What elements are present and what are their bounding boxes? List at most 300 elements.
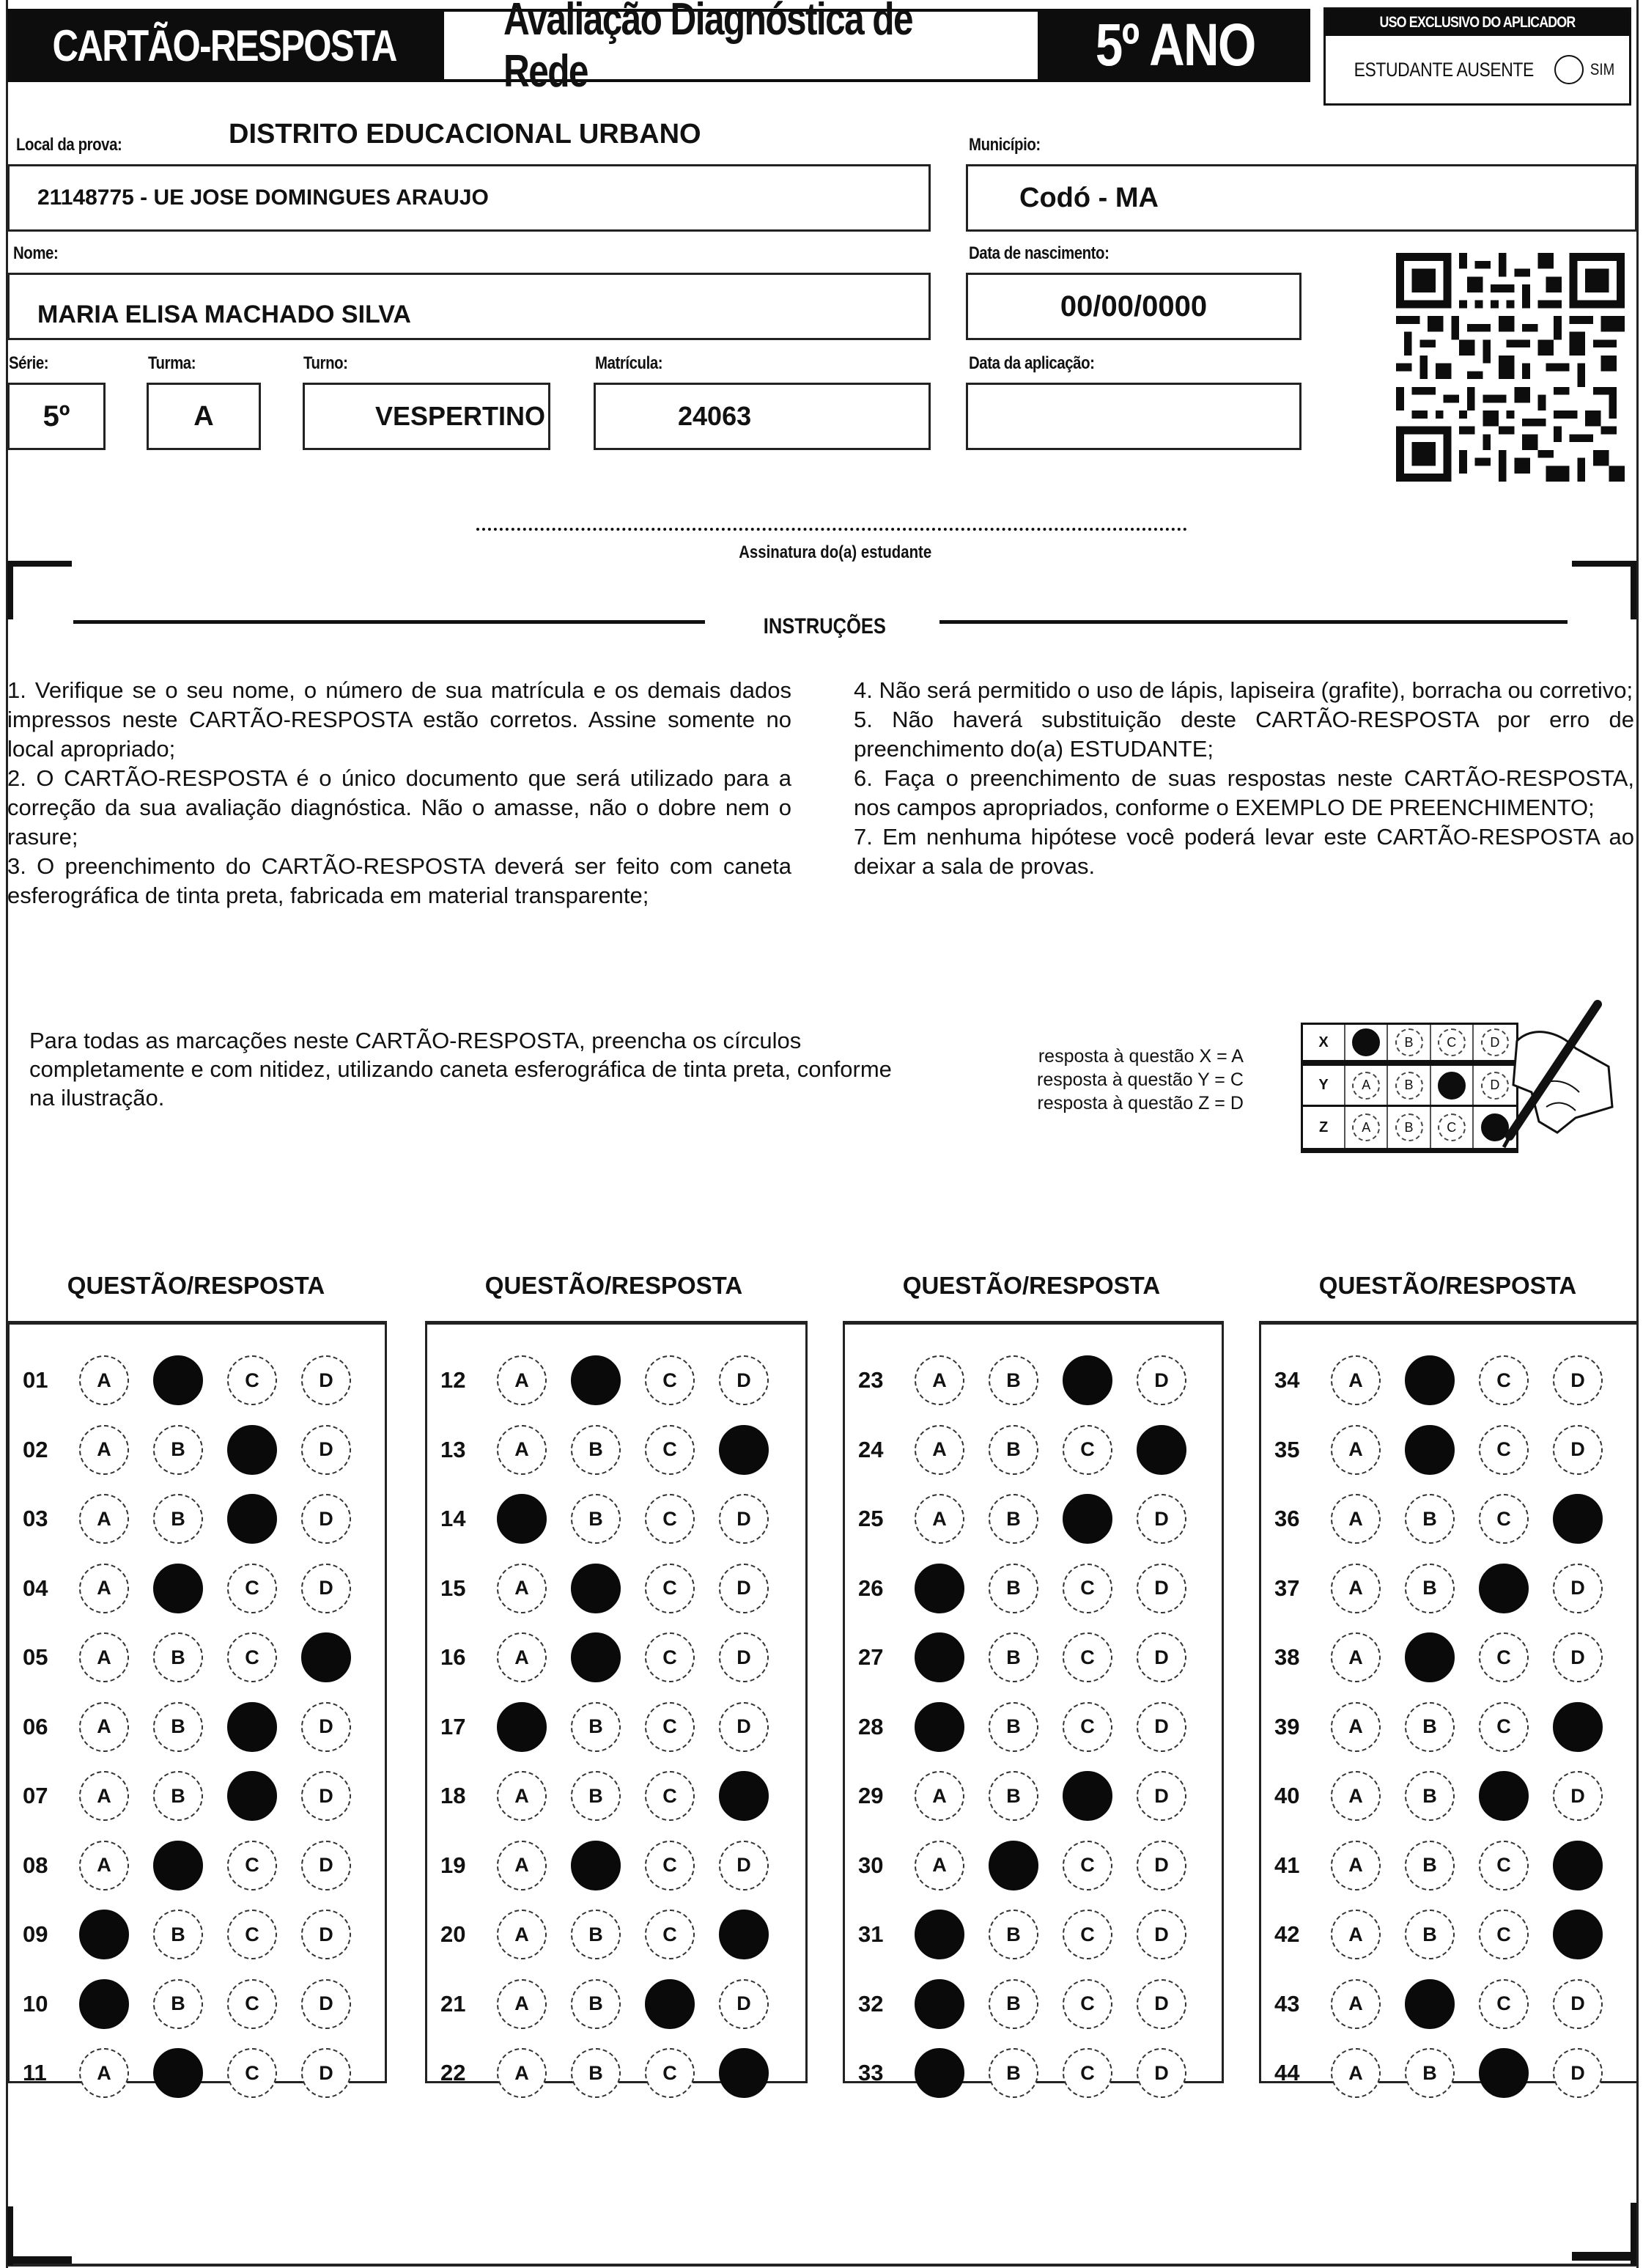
answer-bubble-filled[interactable] (571, 1564, 621, 1613)
answer-row (427, 1628, 805, 1687)
corner-mark-bottom-right (1572, 2252, 1636, 2261)
answer-bubble-filled[interactable] (1553, 1910, 1603, 1959)
answer-bubble[interactable]: B (989, 1355, 1038, 1405)
answer-bubble-filled[interactable] (1137, 1425, 1186, 1475)
answer-bubble-filled[interactable] (989, 1841, 1038, 1890)
turma-label (148, 353, 204, 374)
answer-bubble[interactable]: B (989, 1564, 1038, 1613)
example-cell (1345, 1025, 1388, 1060)
answer-bubble[interactable]: C (1479, 1702, 1529, 1752)
answer-bubble-filled[interactable] (719, 1771, 769, 1821)
answer-bubble[interactable]: B (1405, 1564, 1455, 1613)
aplicacao-field (966, 383, 1302, 450)
answer-bubble[interactable]: D (1553, 1771, 1603, 1821)
answer-bubble[interactable]: C (1063, 1841, 1112, 1890)
instructions-right-column (854, 676, 1634, 881)
answer-bubble-filled[interactable] (301, 1632, 351, 1682)
answer-bubble[interactable]: D (1553, 2048, 1603, 2098)
exam-title-text: Avaliação Diagnóstica de Rede (503, 0, 912, 97)
question-number: 09 (23, 1921, 48, 1947)
example-bubble: C (1438, 1028, 1466, 1056)
answer-bubble[interactable]: A (1331, 1841, 1381, 1890)
question-number: 26 (858, 1575, 884, 1601)
answer-bubble[interactable]: C (1063, 1632, 1112, 1682)
answer-bubble-filled[interactable] (1405, 1425, 1455, 1475)
answer-bubble-filled[interactable] (571, 1841, 621, 1890)
answer-row (845, 1905, 1222, 1964)
answer-bubble[interactable]: A (497, 1355, 547, 1405)
answer-bubble[interactable]: D (1137, 1771, 1186, 1821)
answer-column-3 (843, 1321, 1224, 2083)
answer-row (845, 1698, 1222, 1756)
answer-bubble[interactable]: D (719, 1632, 769, 1682)
turno-field (303, 383, 550, 450)
answer-bubble[interactable]: D (1553, 1355, 1603, 1405)
question-number: 37 (1274, 1575, 1300, 1601)
answer-bubble-filled[interactable] (915, 1632, 964, 1682)
answer-bubble[interactable]: D (301, 1702, 351, 1752)
answer-bubble[interactable]: A (915, 1841, 964, 1890)
answer-bubble[interactable]: B (989, 1771, 1038, 1821)
answer-bubble-filled[interactable] (79, 1910, 129, 1959)
school-field (7, 164, 931, 232)
example-cell (1388, 1025, 1430, 1060)
answer-bubble[interactable]: B (153, 1425, 203, 1475)
answer-bubble[interactable]: C (1063, 1910, 1112, 1959)
example-row (1303, 1066, 1516, 1107)
signature-label (704, 542, 967, 563)
answer-bubble-filled[interactable] (719, 1425, 769, 1475)
answer-bubble[interactable]: B (989, 1494, 1038, 1544)
question-number: 29 (858, 1783, 884, 1808)
answer-row (10, 2044, 385, 2102)
example-bubble: B (1395, 1028, 1423, 1056)
answer-bubble[interactable]: C (227, 1841, 277, 1890)
answer-bubble-filled[interactable] (1063, 1355, 1112, 1405)
instructions-title (725, 614, 923, 639)
answer-bubble[interactable]: B (989, 1425, 1038, 1475)
example-row (1303, 1107, 1516, 1148)
answer-bubble[interactable]: A (915, 1771, 964, 1821)
answer-bubble[interactable]: C (645, 1702, 695, 1752)
answer-bubble[interactable]: B (571, 1979, 621, 2029)
answer-bubble[interactable]: D (301, 1910, 351, 1959)
answer-row (10, 1905, 385, 1964)
signature-label-text: Assinatura do(a) estudante (739, 542, 932, 562)
answer-bubble[interactable]: D (719, 1841, 769, 1890)
answer-bubble[interactable]: C (645, 1841, 695, 1890)
hand-with-pen-icon (1488, 997, 1620, 1158)
answer-row (427, 1698, 805, 1756)
answer-bubble[interactable]: D (1137, 1910, 1186, 1959)
answer-bubble[interactable]: B (571, 1910, 621, 1959)
answer-bubble-filled[interactable] (915, 1564, 964, 1613)
nascimento-value: 00/00/0000 (1060, 290, 1208, 323)
answer-bubble[interactable]: C (227, 1979, 277, 2029)
answer-bubble[interactable]: B (571, 2048, 621, 2098)
question-number: 40 (1274, 1783, 1300, 1808)
answer-bubble[interactable]: D (1137, 1702, 1186, 1752)
answer-bubble[interactable]: B (1405, 1702, 1455, 1752)
answer-bubble[interactable]: C (227, 2048, 277, 2098)
answer-bubble-filled[interactable] (719, 2048, 769, 2098)
answer-bubble[interactable]: A (497, 1425, 547, 1475)
nome-label-text: Nome: (13, 243, 59, 263)
question-number: 25 (858, 1506, 884, 1531)
answer-bubble[interactable]: C (1479, 1632, 1529, 1682)
answer-row (10, 1975, 385, 2033)
applicator-title-text: USO EXCLUSIVO DO APLICADOR (1379, 14, 1576, 31)
answer-bubble[interactable]: C (1063, 1702, 1112, 1752)
answer-bubble[interactable]: D (1137, 1632, 1186, 1682)
answer-bubble-filled[interactable] (153, 1355, 203, 1405)
example-bubble: D (1481, 1072, 1509, 1100)
answer-bubble[interactable]: A (915, 1355, 964, 1405)
answer-bubble[interactable]: D (301, 1771, 351, 1821)
answer-bubble[interactable]: A (497, 1841, 547, 1890)
answer-bubble[interactable]: C (227, 1355, 277, 1405)
answer-bubble[interactable]: A (1331, 1494, 1381, 1544)
answer-bubble[interactable]: D (1553, 1632, 1603, 1682)
answer-bubble[interactable]: C (1479, 1494, 1529, 1544)
question-number: 35 (1274, 1436, 1300, 1462)
answer-bubble[interactable]: B (989, 2048, 1038, 2098)
question-number: 38 (1274, 1644, 1300, 1670)
answer-row (1261, 1767, 1636, 1825)
answer-bubble[interactable]: C (645, 2048, 695, 2098)
question-number: 20 (440, 1921, 466, 1947)
instruction-item: 3. O preenchimento do CARTÃO-RESPOSTA deverá ser feito com caneta esferográfica de tinta preta, fabricada em material transparente; (7, 853, 791, 908)
answer-row (427, 1975, 805, 2033)
answer-bubble[interactable]: D (719, 1979, 769, 2029)
answer-bubble[interactable]: D (301, 2048, 351, 2098)
answer-bubble[interactable]: D (719, 1494, 769, 1544)
example-bubble: D (1481, 1028, 1509, 1056)
answer-bubble[interactable]: A (79, 1355, 129, 1405)
answer-bubble-filled[interactable] (915, 2048, 964, 2098)
answer-bubble[interactable]: B (153, 1910, 203, 1959)
question-number: 15 (440, 1575, 466, 1601)
answer-bubble[interactable]: A (915, 1425, 964, 1475)
answer-row (427, 1421, 805, 1479)
answer-bubble[interactable]: A (497, 2048, 547, 2098)
answer-bubble-filled[interactable] (153, 2048, 203, 2098)
answer-bubble[interactable]: C (227, 1564, 277, 1613)
answer-bubble[interactable]: C (645, 1494, 695, 1544)
answer-bubble[interactable]: A (79, 2048, 129, 2098)
answer-row (845, 1351, 1222, 1410)
instructions-rule-left (73, 620, 705, 624)
answer-row (10, 1490, 385, 1548)
answer-bubble[interactable]: D (1137, 1355, 1186, 1405)
answer-bubble[interactable]: D (301, 1494, 351, 1544)
answer-bubble[interactable]: D (1553, 1425, 1603, 1475)
question-number: 17 (440, 1713, 466, 1739)
answer-bubble[interactable]: A (79, 1564, 129, 1613)
column-header: QUESTÃO/RESPOSTA (484, 1272, 743, 1299)
municipio-field (966, 164, 1637, 232)
corner-mark-bottom-left (7, 2256, 72, 2264)
answer-row (10, 1836, 385, 1895)
serie-label-text: Série: (9, 353, 49, 373)
answer-bubble-filled[interactable] (497, 1494, 547, 1544)
answer-bubble[interactable]: B (989, 1979, 1038, 2029)
question-number: 06 (23, 1713, 48, 1739)
instruction-item: 7. Em nenhuma hipótese você poderá levar este CARTÃO-RESPOSTA ao deixar a sala de provas. (854, 824, 1634, 879)
answer-bubble[interactable]: A (79, 1771, 129, 1821)
qr-code-icon (1396, 253, 1625, 482)
answer-bubble[interactable]: A (497, 1910, 547, 1959)
answer-bubble[interactable]: C (1479, 1355, 1529, 1405)
answer-bubble[interactable]: B (1405, 1771, 1455, 1821)
answer-bubble[interactable]: D (719, 1355, 769, 1405)
answer-bubble[interactable]: A (1331, 1979, 1381, 2029)
example-cell (1431, 1107, 1474, 1148)
nascimento-label (969, 243, 1134, 264)
answer-row (845, 1421, 1222, 1479)
answer-bubble[interactable]: A (79, 1841, 129, 1890)
answer-row (10, 1698, 385, 1756)
answer-column-2 (425, 1321, 808, 2083)
answer-bubble[interactable]: A (497, 1771, 547, 1821)
answer-bubble[interactable]: A (79, 1702, 129, 1752)
answer-bubble[interactable]: D (1137, 1979, 1186, 2029)
instructions-left-column (7, 676, 791, 910)
card-title (7, 9, 441, 82)
turno-label-text: Turno: (303, 353, 348, 373)
answer-bubble[interactable]: C (645, 1910, 695, 1959)
instruction-item: 5. Não haverá substituição deste CARTÃO-RESPOSTA por erro de preenchimento do(a) ESTUDANTE; (854, 707, 1634, 762)
answer-row (10, 1767, 385, 1825)
card-title-text: CARTÃO-RESPOSTA (52, 21, 396, 70)
answer-bubble[interactable]: C (227, 1632, 277, 1682)
turno-value: VESPERTINO (374, 401, 545, 431)
answer-bubble[interactable]: A (1331, 1564, 1381, 1613)
turno-label (303, 353, 355, 374)
answer-row (427, 1767, 805, 1825)
answer-bubble[interactable]: C (227, 1910, 277, 1959)
answer-bubble[interactable]: A (1331, 1632, 1381, 1682)
signature-line[interactable] (476, 528, 1187, 531)
answer-bubble[interactable]: B (1405, 1494, 1455, 1544)
question-number: 32 (858, 1990, 884, 2017)
example-bubble: B (1395, 1072, 1423, 1100)
answer-row (427, 1905, 805, 1964)
turma-label-text: Turma: (148, 353, 196, 373)
example-row (1303, 1025, 1516, 1066)
answer-bubble[interactable]: A (1331, 1425, 1381, 1475)
answer-bubble-filled[interactable] (915, 1979, 964, 2029)
answer-bubble[interactable]: D (719, 1702, 769, 1752)
answer-bubble-filled[interactable] (1479, 1564, 1529, 1613)
answer-bubble[interactable]: A (497, 1564, 547, 1613)
instruction-item: 2. O CARTÃO-RESPOSTA é o único documento que será utilizado para a correção da sua avaliação diagnóstica. Não o amasse, não o dobre nem o rasure; (7, 765, 791, 850)
school-value: 21148775 - UE JOSE DOMINGUES ARAUJO (37, 185, 489, 210)
question-number: 44 (1274, 2060, 1300, 2085)
answer-bubble-filled[interactable] (1063, 1771, 1112, 1821)
answer-bubble-filled[interactable] (1405, 1632, 1455, 1682)
answer-bubble-filled[interactable] (227, 1702, 277, 1752)
answer-bubble-filled[interactable] (1553, 1702, 1603, 1752)
example-bubble: A (1352, 1072, 1380, 1100)
question-number: 05 (23, 1644, 48, 1670)
answer-bubble[interactable]: C (1063, 1564, 1112, 1613)
answer-row (1261, 1836, 1636, 1895)
answer-bubble[interactable]: D (1553, 1979, 1603, 2029)
answer-bubble-filled[interactable] (915, 1702, 964, 1752)
absent-bubble[interactable] (1554, 55, 1584, 84)
answer-row (1261, 1628, 1636, 1687)
question-number: 03 (23, 1506, 48, 1531)
answer-bubble[interactable]: A (497, 1632, 547, 1682)
answer-bubble[interactable]: A (79, 1425, 129, 1475)
question-number: 21 (440, 1990, 466, 2017)
answer-bubble[interactable]: D (301, 1355, 351, 1405)
answer-bubble-filled[interactable] (1405, 1979, 1455, 2029)
answer-bubble[interactable]: B (153, 1771, 203, 1821)
answer-bubble[interactable]: C (1479, 1910, 1529, 1959)
answer-bubble[interactable]: B (153, 1702, 203, 1752)
serie-label (9, 353, 56, 374)
answer-bubble-filled[interactable] (1479, 2048, 1529, 2098)
turma-field (147, 383, 261, 450)
answer-bubble[interactable]: B (1405, 1910, 1455, 1959)
corner-mark-top-right-v (1631, 561, 1636, 619)
serie-value: 5º (43, 400, 70, 432)
nascimento-field (966, 273, 1302, 340)
answer-row (427, 1490, 805, 1548)
answer-bubble[interactable]: A (1331, 1771, 1381, 1821)
instructions-title-text: INSTRUÇÕES (763, 614, 886, 638)
column-header: QUESTÃO/RESPOSTA (1318, 1272, 1577, 1299)
answer-bubble[interactable]: D (301, 1979, 351, 2029)
example-grid (1301, 1023, 1518, 1153)
answer-bubble[interactable]: A (1331, 1355, 1381, 1405)
question-number: 22 (440, 2060, 466, 2085)
answer-bubble-filled[interactable] (497, 1702, 547, 1752)
answer-bubble-filled[interactable] (645, 1979, 695, 2029)
matricula-field (594, 383, 931, 450)
answer-bubble[interactable]: B (989, 1632, 1038, 1682)
answer-bubble[interactable]: D (301, 1841, 351, 1890)
answer-bubble-filled[interactable] (1553, 1841, 1603, 1890)
answer-bubble[interactable]: B (153, 1979, 203, 2029)
answer-bubble-filled[interactable] (1405, 1355, 1455, 1405)
answer-bubble[interactable]: A (1331, 1702, 1381, 1752)
answer-bubble[interactable]: D (1137, 1494, 1186, 1544)
answer-bubble[interactable]: C (1063, 1979, 1112, 2029)
answer-bubble[interactable]: B (989, 1702, 1038, 1752)
answer-bubble[interactable]: C (1479, 1979, 1529, 2029)
answer-bubble[interactable]: D (301, 1564, 351, 1613)
question-number: 39 (1274, 1713, 1300, 1739)
answer-bubble-filled[interactable] (1553, 1494, 1603, 1544)
answer-row (10, 1559, 385, 1618)
answer-bubble[interactable]: B (153, 1632, 203, 1682)
answer-bubble[interactable]: B (153, 1494, 203, 1544)
answer-bubble[interactable]: C (1063, 1425, 1112, 1475)
answer-bubble[interactable]: C (645, 1425, 695, 1475)
municipio-label-text: Município: (969, 135, 1041, 155)
answer-column-4 (1259, 1321, 1639, 2083)
answer-bubble[interactable]: C (645, 1564, 695, 1613)
question-number: 24 (858, 1436, 884, 1462)
matricula-value: 24063 (678, 401, 752, 431)
example-bubble: B (1395, 1113, 1423, 1141)
answer-bubble-filled[interactable] (227, 1771, 277, 1821)
answer-bubble[interactable]: A (1331, 2048, 1381, 2098)
answer-bubble[interactable]: A (79, 1494, 129, 1544)
answer-bubble-filled[interactable] (227, 1425, 277, 1475)
answer-row (1261, 1975, 1636, 2033)
answer-bubble-filled[interactable] (571, 1632, 621, 1682)
municipio-label (969, 135, 1053, 155)
answer-bubble[interactable]: C (1063, 2048, 1112, 2098)
nome-field (7, 273, 931, 340)
answer-bubble[interactable]: D (719, 1564, 769, 1613)
answer-row (845, 1490, 1222, 1548)
answer-bubble[interactable]: C (1479, 1841, 1529, 1890)
example-cell (1345, 1066, 1388, 1105)
question-number: 16 (440, 1644, 466, 1670)
answer-bubble-filled[interactable] (227, 1494, 277, 1544)
answer-bubble[interactable]: B (571, 1425, 621, 1475)
example-question-label: Z (1303, 1107, 1345, 1148)
answer-bubble[interactable]: C (645, 1355, 695, 1405)
answer-bubble-filled[interactable] (719, 1910, 769, 1959)
answer-bubble[interactable]: B (1405, 2048, 1455, 2098)
local-label-text: Local da prova: (16, 135, 122, 155)
answer-bubble-filled[interactable] (571, 1355, 621, 1405)
answer-bubble-filled[interactable] (1479, 1771, 1529, 1821)
corner-mark-top-left (7, 561, 72, 567)
answer-bubble[interactable]: B (989, 1910, 1038, 1959)
answer-bubble[interactable]: A (1331, 1910, 1381, 1959)
answer-bubble[interactable]: A (915, 1494, 964, 1544)
answer-bubble[interactable]: D (1137, 1841, 1186, 1890)
answer-bubble[interactable]: B (571, 1494, 621, 1544)
answer-bubble-filled[interactable] (79, 1979, 129, 2029)
answer-bubble-filled[interactable] (153, 1564, 203, 1613)
answer-bubble[interactable]: A (497, 1979, 547, 2029)
answer-row (1261, 1698, 1636, 1756)
answer-bubble[interactable]: B (1405, 1841, 1455, 1890)
answer-bubble[interactable]: D (1137, 1564, 1186, 1613)
answer-bubble-filled[interactable] (915, 1910, 964, 1959)
instruction-item: 6. Faça o preenchimento de suas respostas neste CARTÃO-RESPOSTA, nos campos apropriados, conforme o EXEMPLO DE PREENCHIMENTO; (854, 765, 1634, 820)
answer-row (845, 1559, 1222, 1618)
absent-option-label: SIM (1590, 60, 1614, 78)
fill-instruction: Para todas as marcações neste CARTÃO-RESPOSTA, preencha os círculos completamente e com nitidez, utilizando caneta esferográfica de tinta preta, conforme na ilustração. (29, 1028, 892, 1111)
example-cell (1388, 1066, 1430, 1105)
answer-bubble[interactable]: C (645, 1632, 695, 1682)
question-number: 19 (440, 1852, 466, 1878)
answer-bubble-filled[interactable] (1063, 1494, 1112, 1544)
answer-bubble[interactable]: D (301, 1425, 351, 1475)
answer-bubble-filled[interactable] (153, 1841, 203, 1890)
answer-bubble[interactable]: A (79, 1632, 129, 1682)
question-number: 34 (1274, 1367, 1300, 1393)
answer-row (1261, 2044, 1636, 2102)
answer-bubble[interactable]: C (1479, 1425, 1529, 1475)
answer-bubble[interactable]: B (571, 1771, 621, 1821)
answer-bubble[interactable]: D (1553, 1564, 1603, 1613)
answer-bubble[interactable]: C (645, 1771, 695, 1821)
example-bubble: A (1352, 1113, 1380, 1141)
question-number: 42 (1274, 1921, 1300, 1947)
answer-bubble[interactable]: B (571, 1702, 621, 1752)
answer-bubble[interactable]: D (1137, 2048, 1186, 2098)
